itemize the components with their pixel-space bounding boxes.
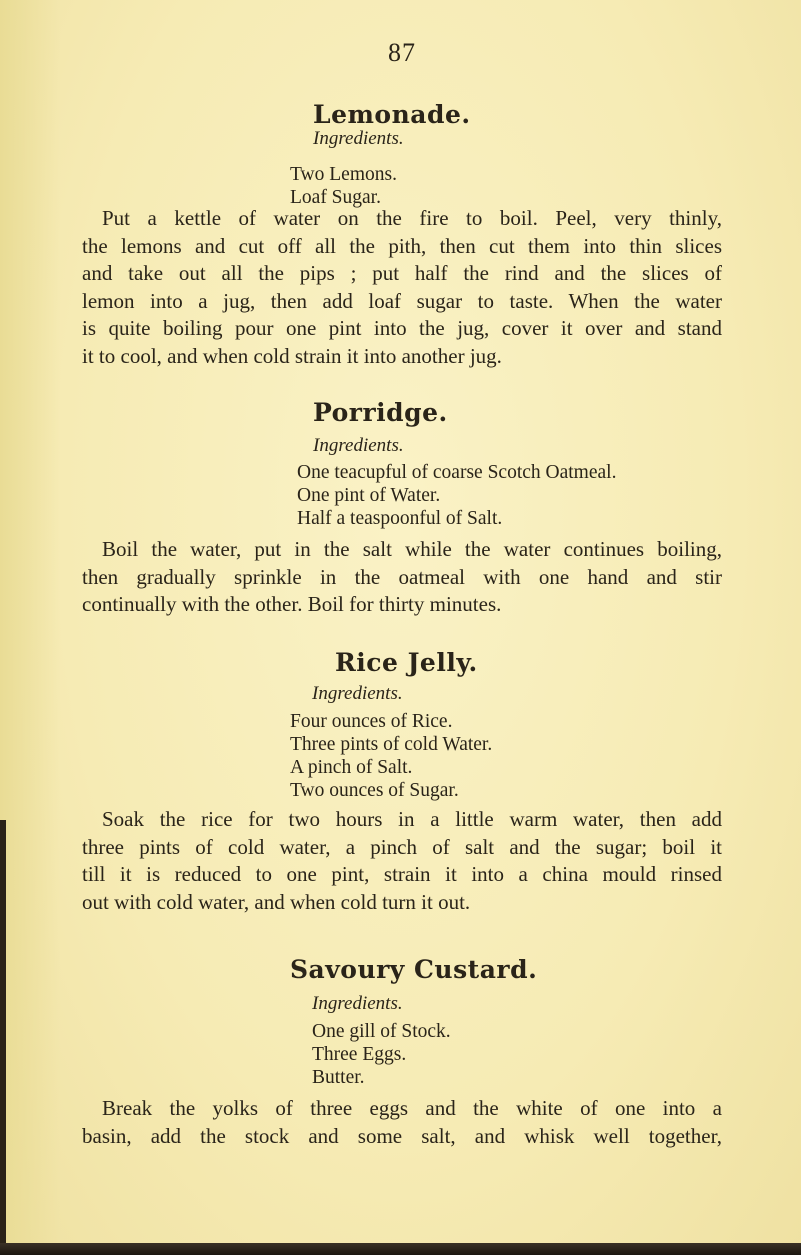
ingredient-item: Two Lemons. (290, 164, 397, 185)
ingredient-item: Loaf Sugar. (290, 187, 381, 208)
ingredient-item: Four ounces of Rice. (290, 711, 453, 732)
method-line: three pints of cold water, a pinch of salt and the sugar; boil it (82, 834, 722, 859)
ingredients-list (290, 710, 492, 802)
recipe-method (82, 1095, 722, 1150)
page-left-edge (0, 820, 6, 1255)
page-gutter-shadow (0, 0, 60, 1255)
ingredient-item: Three Eggs. (312, 1044, 407, 1065)
ingredients-list (290, 163, 397, 209)
recipe-title-savoury-custard: Savoury Custard. (290, 955, 538, 984)
ingredients-heading: Ingredients. (312, 993, 403, 1014)
method-line: Break the yolks of three eggs and the white of one into a (102, 1096, 722, 1120)
ingredients-list (297, 461, 616, 530)
method-line: till it is reduced to one pint, strain it into a china mould rinsed (82, 862, 722, 886)
ingredients-heading: Ingredients. (312, 683, 403, 704)
method-line: the lemons and cut off all the pith, then cut them into thin slices (82, 233, 722, 258)
recipe-title-porridge: Porridge. (313, 398, 448, 427)
page-number: 87 (388, 38, 416, 67)
method-line: and take out all the pips ; put half the rind and the slices of (82, 261, 722, 285)
recipe-title-rice-jelly: Rice Jelly. (335, 648, 478, 677)
ingredients-heading: Ingredients. (313, 435, 404, 456)
ingredients-heading: Ingredients. (313, 128, 404, 149)
ingredient-item: One pint of Water. (297, 485, 441, 506)
method-line: continually with the other. Boil for thirty minutes. (82, 592, 502, 616)
method-line: lemon into a jug, then add loaf sugar to taste. When the water (82, 288, 722, 313)
method-line: Boil the water, put in the salt while the water continues boiling, (102, 537, 722, 561)
ingredient-item: One gill of Stock. (312, 1021, 451, 1042)
method-line: out with cold water, and when cold turn it out. (82, 889, 471, 914)
recipe-method (82, 806, 722, 916)
method-line: Soak the rice for two hours in a little warm water, then add (102, 807, 722, 831)
ingredient-item: Butter. (312, 1067, 365, 1088)
method-line: it to cool, and when cold strain it into another jug. (82, 343, 502, 368)
ingredient-item: Half a teaspoonful of Salt. (297, 508, 503, 529)
method-line: basin, add the stock and some salt, and whisk well together, (82, 1123, 722, 1148)
recipe-method (82, 536, 722, 619)
method-line: Put a kettle of water on the fire to boil. Peel, very thinly, (102, 206, 722, 230)
method-line: then gradually sprinkle in the oatmeal with one hand and stir (82, 564, 722, 589)
ingredient-item: Two ounces of Sugar. (290, 780, 459, 801)
page-bottom-edge (0, 1243, 801, 1255)
ingredient-item: Three pints of cold Water. (290, 734, 493, 755)
method-line: is quite boiling pour one pint into the jug, cover it over and stand (82, 316, 722, 340)
ingredient-item: A pinch of Salt. (290, 757, 413, 778)
ingredient-item: One teacupful of coarse Scotch Oatmeal. (297, 462, 617, 483)
recipe-title-lemonade: Lemonade. (313, 100, 471, 129)
recipe-method (82, 205, 722, 370)
ingredients-list (312, 1020, 451, 1089)
